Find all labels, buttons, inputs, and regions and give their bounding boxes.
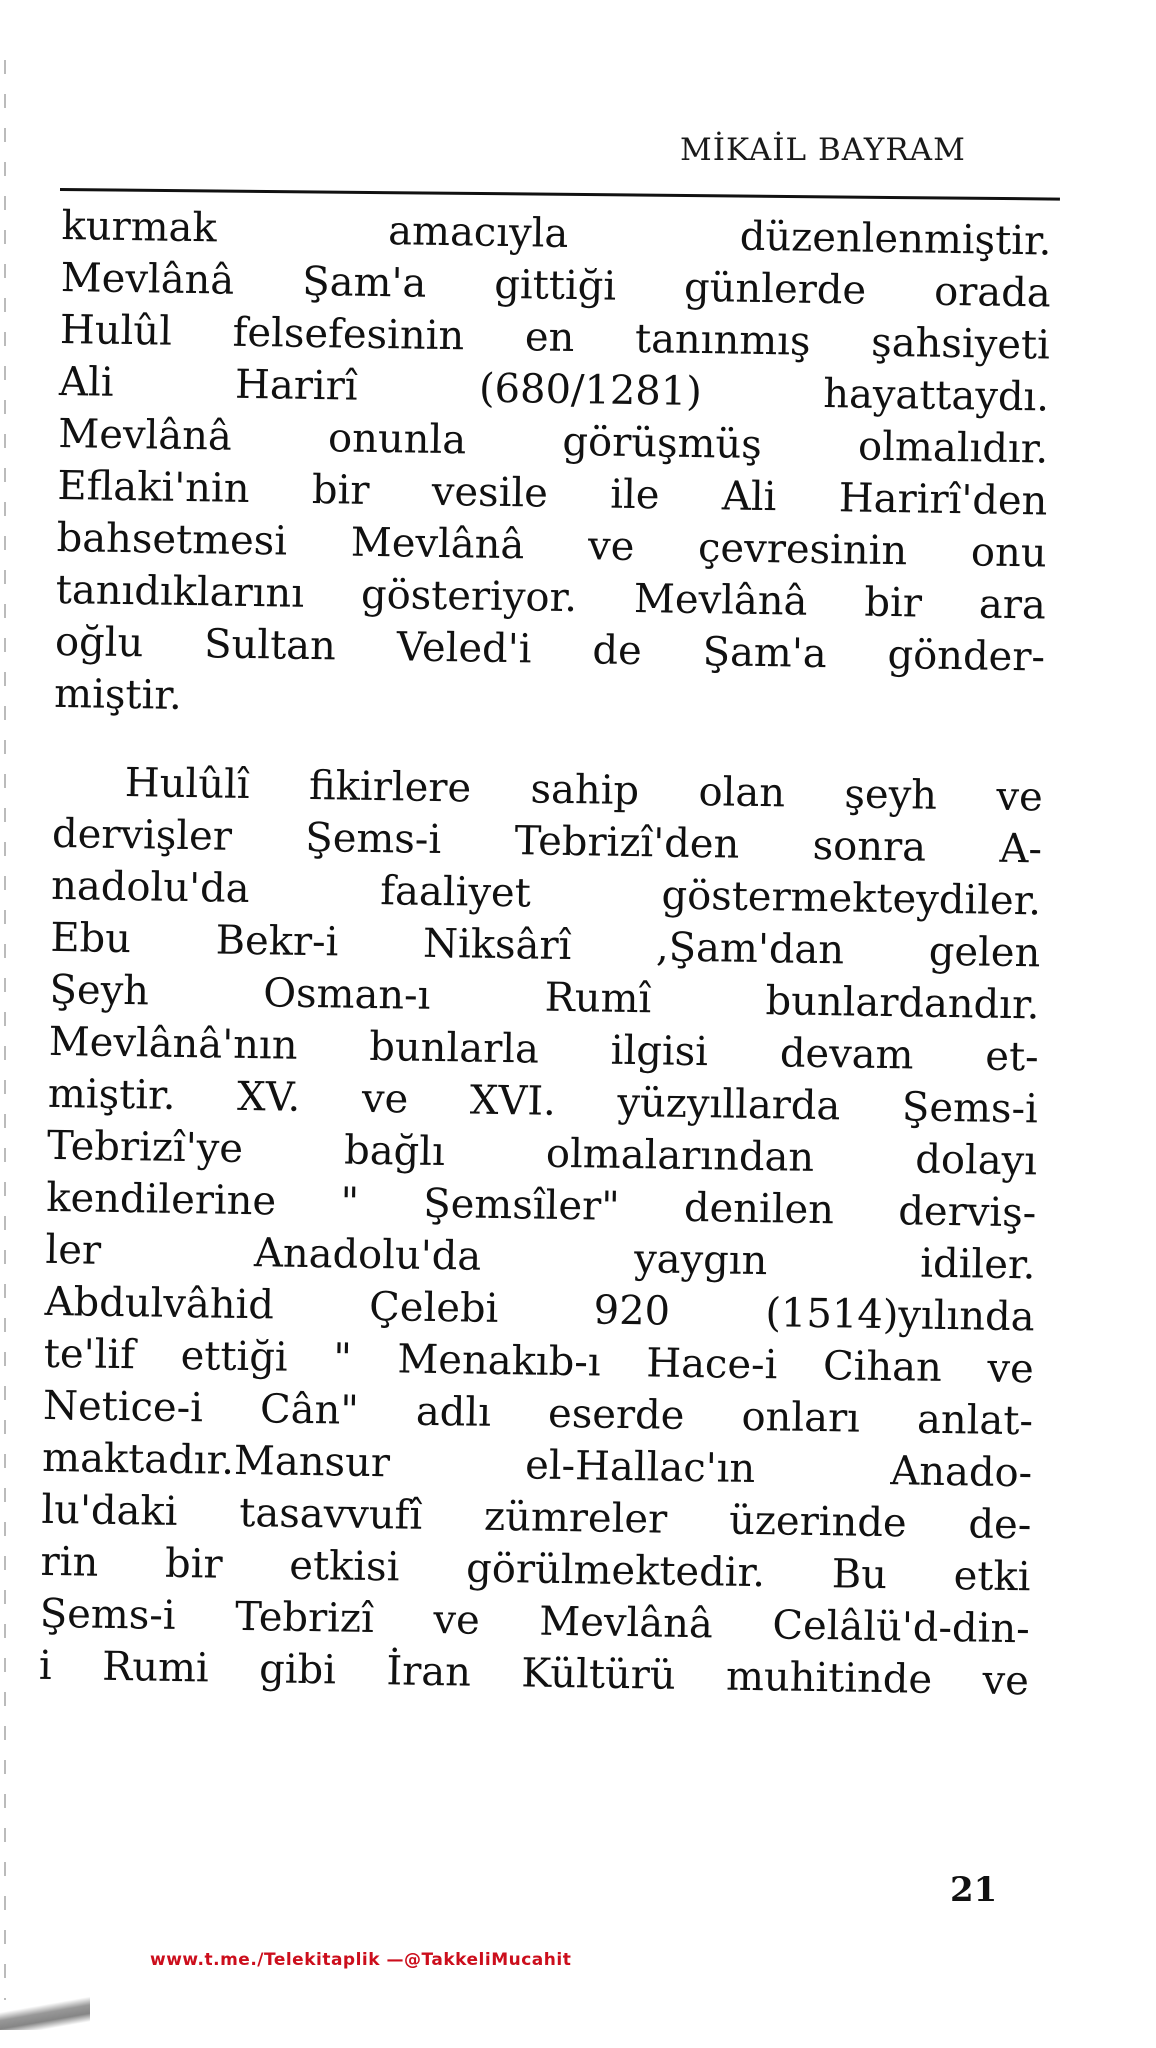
text-line: maktadır.Mansur el-Hallac'ın Anado- xyxy=(41,1434,1033,1497)
text-line: rin bir etkisi görülmektedir. Bu etki xyxy=(40,1538,1031,1601)
text-line: Netice-i Cân" adlı eserde onları anlat- xyxy=(42,1382,1034,1445)
text-line: Hulûl felsefesinin en tanınmış şahsiyeti xyxy=(59,306,1051,369)
text-line: Mevlânâ onunla görüşmüş olmalıdır. xyxy=(57,410,1049,473)
text-line: nadolu'da faaliyet göstermekteydiler. xyxy=(50,862,1042,925)
text-line: dervişler Şems-i Tebrizî'den sonra A- xyxy=(51,810,1043,873)
text-line: Mevlânâ'nın bunlarla ilgisi devam et- xyxy=(48,1018,1040,1081)
text-line: lu'daki tasavvufî zümreler üzerinde de- xyxy=(41,1486,1032,1549)
paragraph xyxy=(54,200,1052,735)
paragraph xyxy=(39,756,1044,1707)
text-line: Şeyh Osman-ı Rumî bunlardandır. xyxy=(49,966,1040,1029)
text-line: i Rumi gibi İran Kültürü muhitinde ve xyxy=(38,1642,1030,1705)
page-edge-shadow xyxy=(4,60,6,2000)
text-line: Ali Harirî (680/1281) hayattaydı. xyxy=(58,358,1050,421)
text-line: Tebrizî'ye bağlı olmalarından dolayı xyxy=(46,1122,1038,1185)
running-head-author: MİKAİL BAYRAM xyxy=(680,132,966,168)
text-line: te'lif ettiği " Menakıb-ı Hace-i Cihan ve xyxy=(43,1330,1035,1393)
text-line: Şems-i Tebrizî ve Mevlânâ Celâlü'd-din- xyxy=(39,1590,1031,1653)
corner-smudge xyxy=(0,1990,90,2030)
text-line: ler Anadolu'da yaygın idiler. xyxy=(45,1226,1036,1289)
page-number: 21 xyxy=(950,1870,998,1910)
text-line: Abdulvâhid Çelebi 920 (1514)yılında xyxy=(44,1278,1035,1341)
text-line: Eflaki'nin bir vesile ile Ali Harirî'den xyxy=(57,462,1048,525)
body-text xyxy=(39,200,1052,1707)
text-line: kendilerine " Şemsîler" denilen derviş- xyxy=(45,1174,1037,1237)
text-line: Ebu Bekr-i Niksârî ,Şam'dan gelen xyxy=(50,914,1041,977)
text-line: kurmak amacıyla düzenlenmiştir. xyxy=(61,202,1052,265)
text-line: miştir. xyxy=(53,670,183,719)
text-line: miştir. XV. ve XVI. yüzyıllarda Şems-i xyxy=(47,1070,1039,1133)
footer-watermark-link[interactable]: www.t.me./Telekitaplik —@TakkeliMucahit xyxy=(150,1950,572,1970)
text-line: tanıdıklarını gösteriyor. Mevlânâ bir ara xyxy=(55,566,1047,629)
text-line: Mevlânâ Şam'a gittiği günlerde orada xyxy=(60,254,1052,317)
text-line: oğlu Sultan Veled'i de Şam'a gönder- xyxy=(54,618,1046,681)
text-line: bahsetmesi Mevlânâ ve çevresinin onu xyxy=(56,514,1047,577)
header-rule xyxy=(60,188,1060,201)
text-line: Hulûlî fikirlere sahip olan şeyh ve xyxy=(124,760,1044,821)
